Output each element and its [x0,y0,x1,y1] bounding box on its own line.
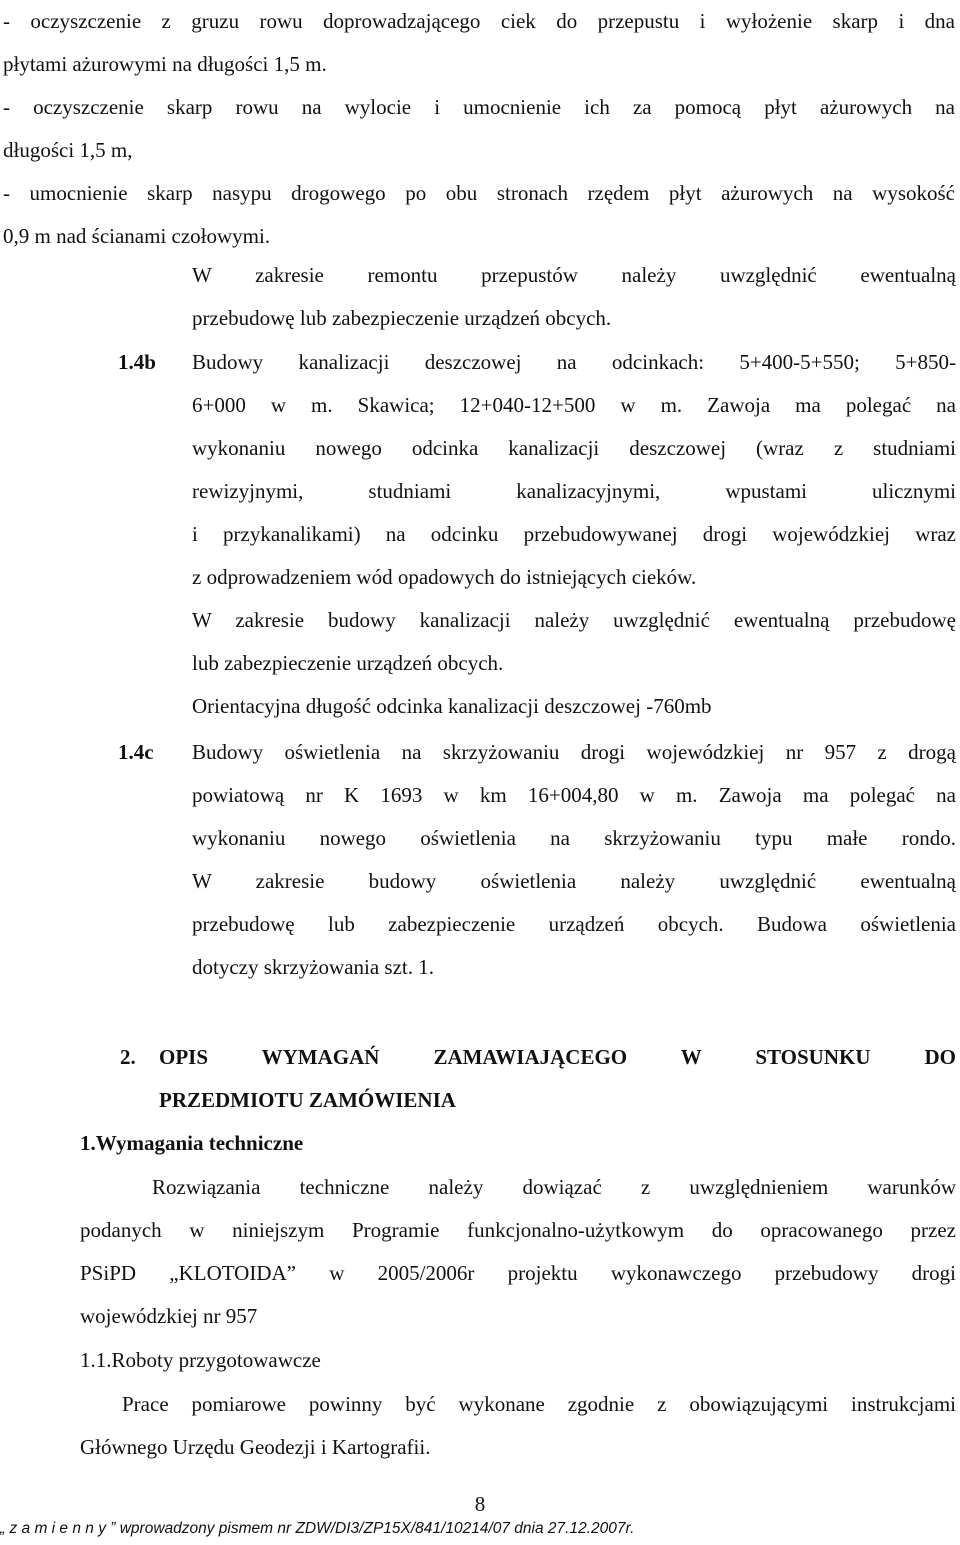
text-line: przebudowę lub zabezpieczenie urządzeń obcych. Budowa oświetlenia [192,912,956,936]
text-line: Głównego Urzędu Geodezji i Kartografii. [80,1435,431,1459]
subsection-1-1-title: 1.1.Roboty przygotowawcze [80,1348,321,1372]
subsection-1-body [80,1166,956,1338]
text-line: płytami ażurowymi na długości 1,5 m. [3,52,327,76]
section-title-line: PRZEDMIOTU ZAMÓWIENIA [159,1088,456,1112]
text-line: Rozwiązania techniczne należy dowiązać z uwzględnieniem warunków [152,1175,956,1199]
text-line: rewizyjnymi, studniami kanalizacyjnymi, wpustami ulicznymi [192,479,956,503]
text-line: W zakresie budowy kanalizacji należy uwzględnić ewentualną przebudowę [192,608,956,632]
section-title-line: OPIS WYMAGAŃ ZAMAWIAJĄCEGO W STOSUNKU DO [159,1045,956,1069]
section-2-title [159,1036,956,1122]
text-line: PSiPD „KLOTOIDA” w 2005/2006r projektu wykonawczego przebudowy drogi [80,1261,956,1285]
item-number-1-4b: 1.4b [118,350,156,374]
text-line: długości 1,5 m, [3,138,133,162]
top-block [3,0,955,258]
text-line: wykonaniu nowego odcinka kanalizacji deszczowej (wraz z studniami [192,436,956,460]
text-line: 6+000 w m. Skawica; 12+040-12+500 w m. Zawoja ma polegać na [192,393,956,417]
text-line: - oczyszczenie z gruzu rowu doprowadzającego ciek do przepustu i wyłożenie skarp i dna [3,9,955,33]
text-line: - umocnienie skarp nasypu drogowego po obu stronach rzędem płyt ażurowych na wysokość [3,181,955,205]
text-line: wykonaniu nowego oświetlenia na skrzyżowaniu typu małe rondo. [192,826,956,850]
text-line: przebudowę lub zabezpieczenie urządzeń obcych. [192,306,612,330]
text-line: - oczyszczenie skarp rowu na wylocie i umocnienie ich za pomocą płyt ażurowych na [3,95,955,119]
text-line: Prace pomiarowe powinny być wykonane zgodnie z obowiązującymi instrukcjami [122,1392,956,1416]
text-line: W zakresie budowy oświetlenia należy uwzględnić ewentualną [192,869,956,893]
subsection-1-title: 1.Wymagania techniczne [80,1131,304,1155]
subsection-1-1-body [80,1383,956,1469]
remont-note [192,254,956,340]
drainage-length: Orientacyjna długość odcinka kanalizacji deszczowej -760mb [192,694,712,718]
item-1-4c-body [192,731,956,989]
text-line: Budowy oświetlenia na skrzyżowaniu drogi wojewódzkiej nr 957 z drogą [192,740,956,764]
text-line: podanych w niniejszym Programie funkcjonalno-użytkowym do opracowanego przez [80,1218,956,1242]
item-number-1-4c: 1.4c [118,740,154,764]
page-number: 8 [474,1492,486,1516]
text-line: W zakresie remontu przepustów należy uwzględnić ewentualną [192,263,956,287]
text-line: Budowy kanalizacji deszczowej na odcinkach: 5+400-5+550; 5+850- [192,350,956,374]
text-line: dotyczy skrzyżowania szt. 1. [192,955,435,979]
text-line: lub zabezpieczenie urządzeń obcych. [192,651,504,675]
item-1-4b-body [192,341,956,728]
text-line: 0,9 m nad ścianami czołowymi. [3,224,271,248]
footer-note: „ z a m i e n n y ” wprowadzony pismem nr ZDW/DI3/ZP15X/841/10214/07 dnia 27.12.2007r. [0,1520,635,1537]
text-line: i przykanalikami) na odcinku przebudowywanej drogi wojewódzkiej wraz [192,522,956,546]
section-number-2: 2. [120,1045,136,1069]
text-line: powiatową nr K 1693 w km 16+004,80 w m. Zawoja ma polegać na [192,783,956,807]
text-line: wojewódzkiej nr 957 [80,1304,258,1328]
text-line: z odprowadzeniem wód opadowych do istniejących cieków. [192,565,697,589]
